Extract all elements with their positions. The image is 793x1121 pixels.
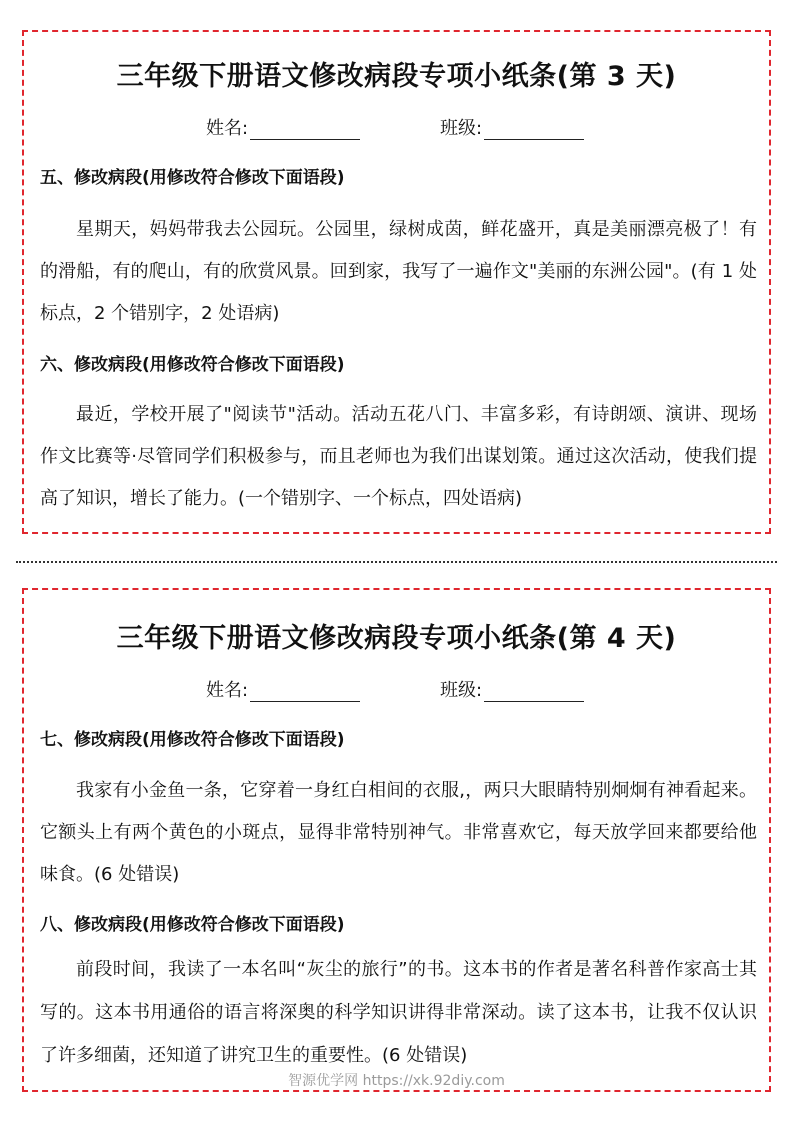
worksheet-card-day3 xyxy=(22,30,771,534)
worksheet-card-day4 xyxy=(22,588,771,1092)
class-field[interactable] xyxy=(440,114,584,140)
section-paragraph: 星期天，妈妈带我去公园玩。公园里，绿树成茵，鲜花盛开，真是美丽漂亮极了！有的滑船，有的爬山，有的欣赏风景。回到家，我写了一遍作文"美丽的东洲公园"。(有 1 处标点，2 个错别字，2 处语病) xyxy=(40,219,757,324)
class-blank[interactable] xyxy=(484,681,584,702)
section-heading: 八、修改病段(用修改符合修改下面语段) xyxy=(40,915,345,935)
class-label: 班级: xyxy=(440,118,483,139)
section-paragraph: 前段时间，我读了一本名叫“灰尘的旅行”的书。这本书的作者是著名科普作家高士其写的。这本书用通俗的语言将深奥的科学知识讲得非常深动。读了这本书，让我不仅认识了许多细菌，还知道了讲究卫生的重要性。(6 处错误) xyxy=(40,959,757,1066)
worksheet-title: 三年级下册语文修改病段专项小纸条(第 4 天) xyxy=(116,623,677,654)
section-paragraph: 我家有小金鱼一条，它穿着一身红白相间的衣服,，两只大眼睛特别炯炯有神看起来。它额头上有两个黄色的小斑点，显得非常特别神气。非常喜欢它，每天放学回来都要给他味食。(6 处错误) xyxy=(40,780,757,885)
class-field[interactable] xyxy=(440,676,584,702)
cut-line-divider xyxy=(16,561,777,563)
name-blank[interactable] xyxy=(250,119,360,140)
section-heading: 五、修改病段(用修改符合修改下面语段) xyxy=(40,168,345,188)
name-field[interactable] xyxy=(206,676,360,702)
section-heading: 七、修改病段(用修改符合修改下面语段) xyxy=(40,730,345,750)
class-blank[interactable] xyxy=(484,119,584,140)
section-paragraph: 最近，学校开展了"阅读节"活动。活动五花八门、丰富多彩，有诗朗颂、演讲、现场作文比赛等·尽管同学们积极参与，而且老师也为我们出谋划策。通过这次活动，使我们提高了知识，增长了能力。(一个错别字、一个标点，四处语病) xyxy=(40,404,757,509)
watermark: 智源优学网 https://xk.92diy.com xyxy=(288,1073,505,1089)
name-field[interactable] xyxy=(206,114,360,140)
name-blank[interactable] xyxy=(250,681,360,702)
worksheet-title: 三年级下册语文修改病段专项小纸条(第 3 天) xyxy=(116,61,677,92)
class-label: 班级: xyxy=(440,680,483,701)
name-label: 姓名: xyxy=(206,118,249,139)
name-label: 姓名: xyxy=(206,680,249,701)
section-heading: 六、修改病段(用修改符合修改下面语段) xyxy=(40,355,345,375)
